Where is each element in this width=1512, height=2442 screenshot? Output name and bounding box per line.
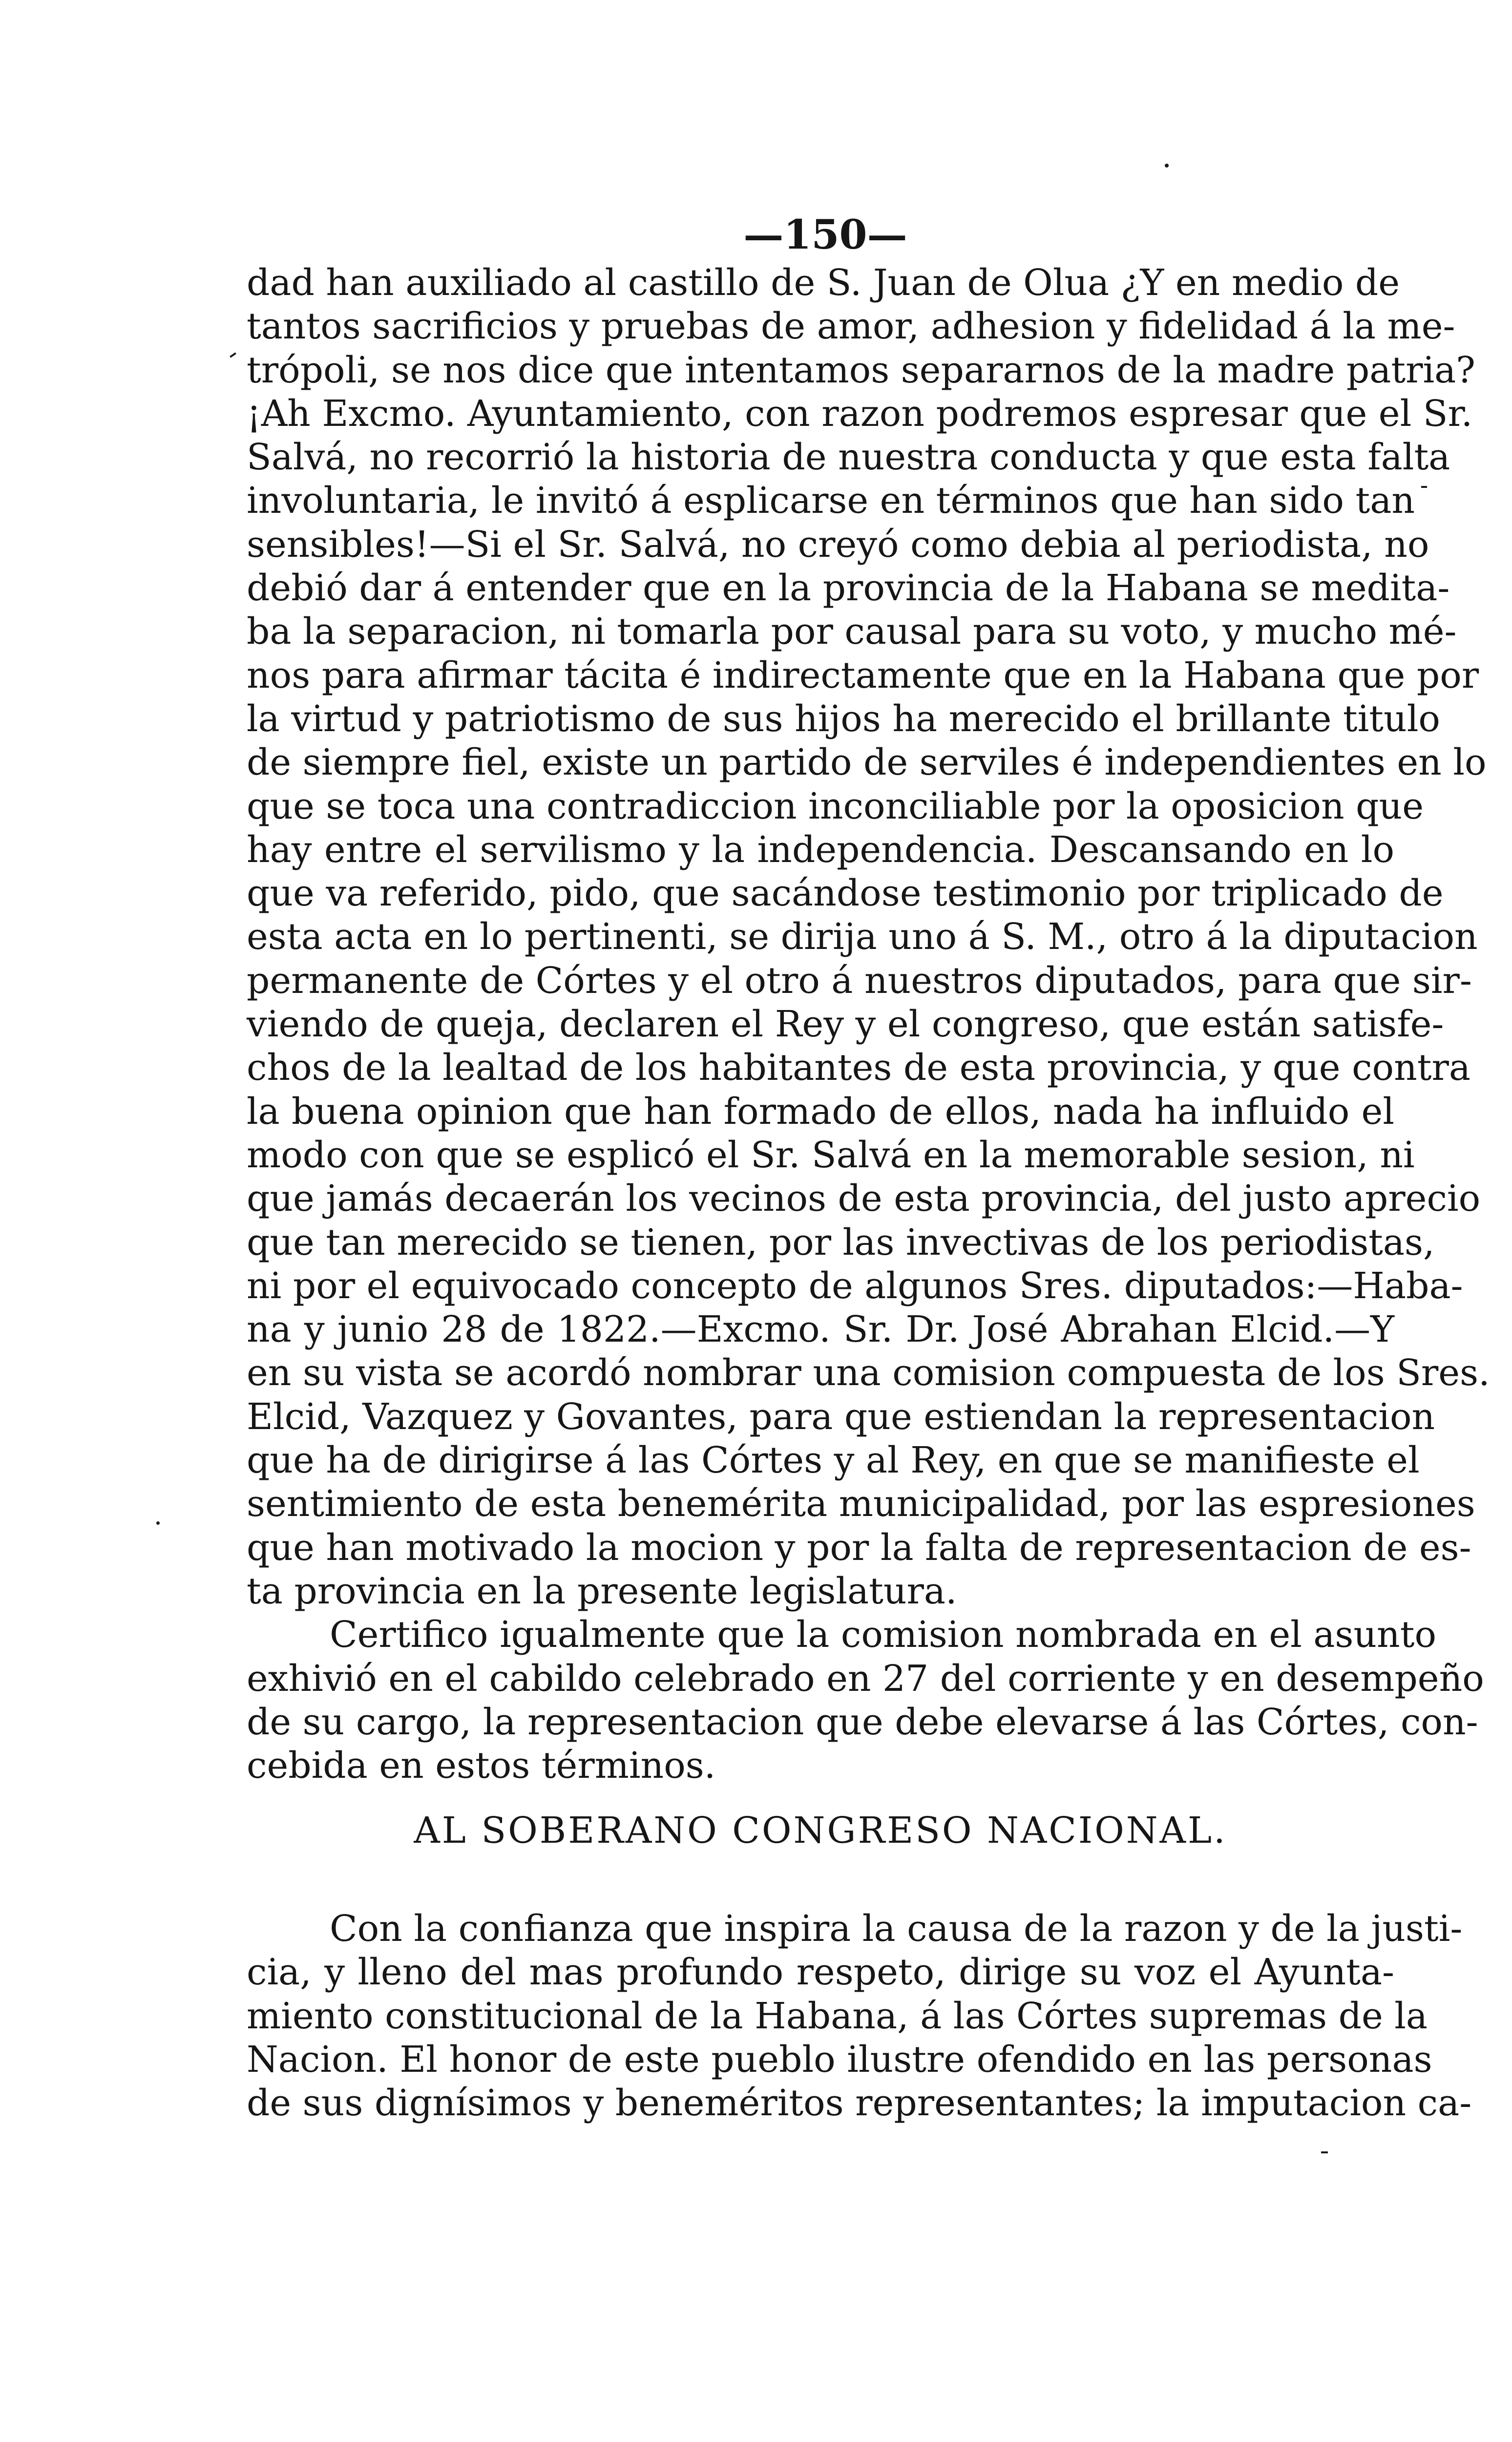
text-line: Salvá, no recorrió la historia de nuestra conducta y que esta falta	[247, 436, 1450, 479]
text-line: permanente de Córtes y el otro á nuestros diputados, para que sir-	[247, 959, 1472, 1002]
text-line: Con la confianza que inspira la causa de la razon y de la justi-	[330, 1908, 1463, 1950]
text-line: que se toca una contradiccion inconciliable por la oposicion que	[247, 785, 1424, 827]
text-line: cebida en estos términos.	[247, 1745, 716, 1787]
page-number: —150—	[743, 211, 907, 258]
text-line: que ha de dirigirse á las Córtes y al Rey, en que se manifieste el	[247, 1439, 1420, 1482]
text-line: que jamás decaerán los vecinos de esta provincia, del justo aprecio	[247, 1178, 1481, 1220]
text-line: la buena opinion que han formado de ellos, nada ha influido el	[247, 1090, 1394, 1133]
text-line: involuntaria, le invitó á esplicarse en términos que han sido tan	[247, 480, 1415, 522]
text-line: tantos sacrificios y pruebas de amor, adhesion y fidelidad á la me-	[247, 305, 1455, 348]
text-line: viendo de queja, declaren el Rey y el congreso, que están satisfe-	[247, 1003, 1444, 1046]
text-line: ba la separacion, ni tomarla por causal para su voto, y mucho mé-	[247, 610, 1457, 653]
text-line: de sus dignísimos y beneméritos representantes; la imputacion ca-	[247, 2082, 1472, 2125]
margin-speck	[1165, 164, 1169, 168]
text-line: que han motivado la mocion y por la falta de representacion de es-	[247, 1526, 1471, 1569]
body-text-upper	[247, 261, 1490, 1788]
text-line: miento constitucional de la Habana, á las Córtes supremas de la	[247, 1995, 1428, 2037]
text-line: Nacion. El honor de este pueblo ilustre ofendido en las personas	[247, 2038, 1432, 2081]
text-line: ¡Ah Excmo. Ayuntamiento, con razon podremos espresar que el Sr.	[247, 392, 1473, 435]
text-line: Elcid, Vazquez y Govantes, para que estiendan la representacion	[247, 1395, 1435, 1438]
text-line: na y junio 28 de 1822.—Excmo. Sr. Dr. José Abrahan Elcid.—Y	[247, 1308, 1394, 1351]
text-line: en su vista se acordó nombrar una comision compuesta de los Sres.	[247, 1352, 1490, 1394]
margin-speck	[1321, 2151, 1328, 2153]
margin-speck	[230, 352, 236, 358]
section-heading: AL SOBERANO CONGRESO NACIONAL.	[414, 1810, 1227, 1852]
text-line: la virtud y patriotismo de sus hijos ha merecido el brillante titulo	[247, 697, 1440, 740]
text-line: exhivió en el cabildo celebrado en 27 del corriente y en desempeño	[247, 1657, 1484, 1700]
text-line: modo con que se esplicó el Sr. Salvá en la memorable sesion, ni	[247, 1134, 1415, 1176]
text-line: de su cargo, la representacion que debe elevarse á las Córtes, con-	[247, 1701, 1478, 1743]
text-line: chos de la lealtad de los habitantes de esta provincia, y que contra	[247, 1047, 1470, 1089]
text-line: debió dar á entender que en la provincia de la Habana se medita-	[247, 567, 1450, 610]
margin-speck	[1421, 486, 1427, 488]
text-line: que tan merecido se tienen, por las invectivas de los periodistas,	[247, 1221, 1435, 1263]
text-line: cia, y lleno del mas profundo respeto, dirige su voz el Ayunta-	[247, 1951, 1394, 1994]
body-text-lower	[247, 1907, 1472, 2125]
text-line: de siempre fiel, existe un partido de serviles é independientes en lo	[247, 741, 1487, 784]
text-line: nos para afirmar tácita é indirectamente que en la Habana que por	[247, 654, 1479, 696]
text-line: Certifico igualmente que la comision nombrada en el asunto	[330, 1614, 1436, 1656]
text-line: sentimiento de esta benemérita municipalidad, por las espresiones	[247, 1483, 1475, 1525]
text-line: ni por el equivocado concepto de algunos Sres. diputados:—Haba-	[247, 1264, 1463, 1307]
text-line: que va referido, pido, que sacándose testimonio por triplicado de	[247, 872, 1444, 915]
text-line: ta provincia en la presente legislatura.	[247, 1570, 957, 1612]
margin-speck	[156, 1521, 160, 1525]
text-line: esta acta en lo pertinenti, se dirija uno á S. M., otro á la diputacion	[247, 916, 1478, 958]
text-line: sensibles!—Si el Sr. Salvá, no creyó como debia al periodista, no	[247, 523, 1429, 566]
text-line: dad han auxiliado al castillo de S. Juan de Olua ¿Y en medio de	[247, 262, 1400, 304]
text-line: hay entre el servilismo y la independencia. Descansando en lo	[247, 828, 1394, 871]
text-line: trópoli, se nos dice que intentamos separarnos de la madre patria?	[247, 349, 1475, 391]
